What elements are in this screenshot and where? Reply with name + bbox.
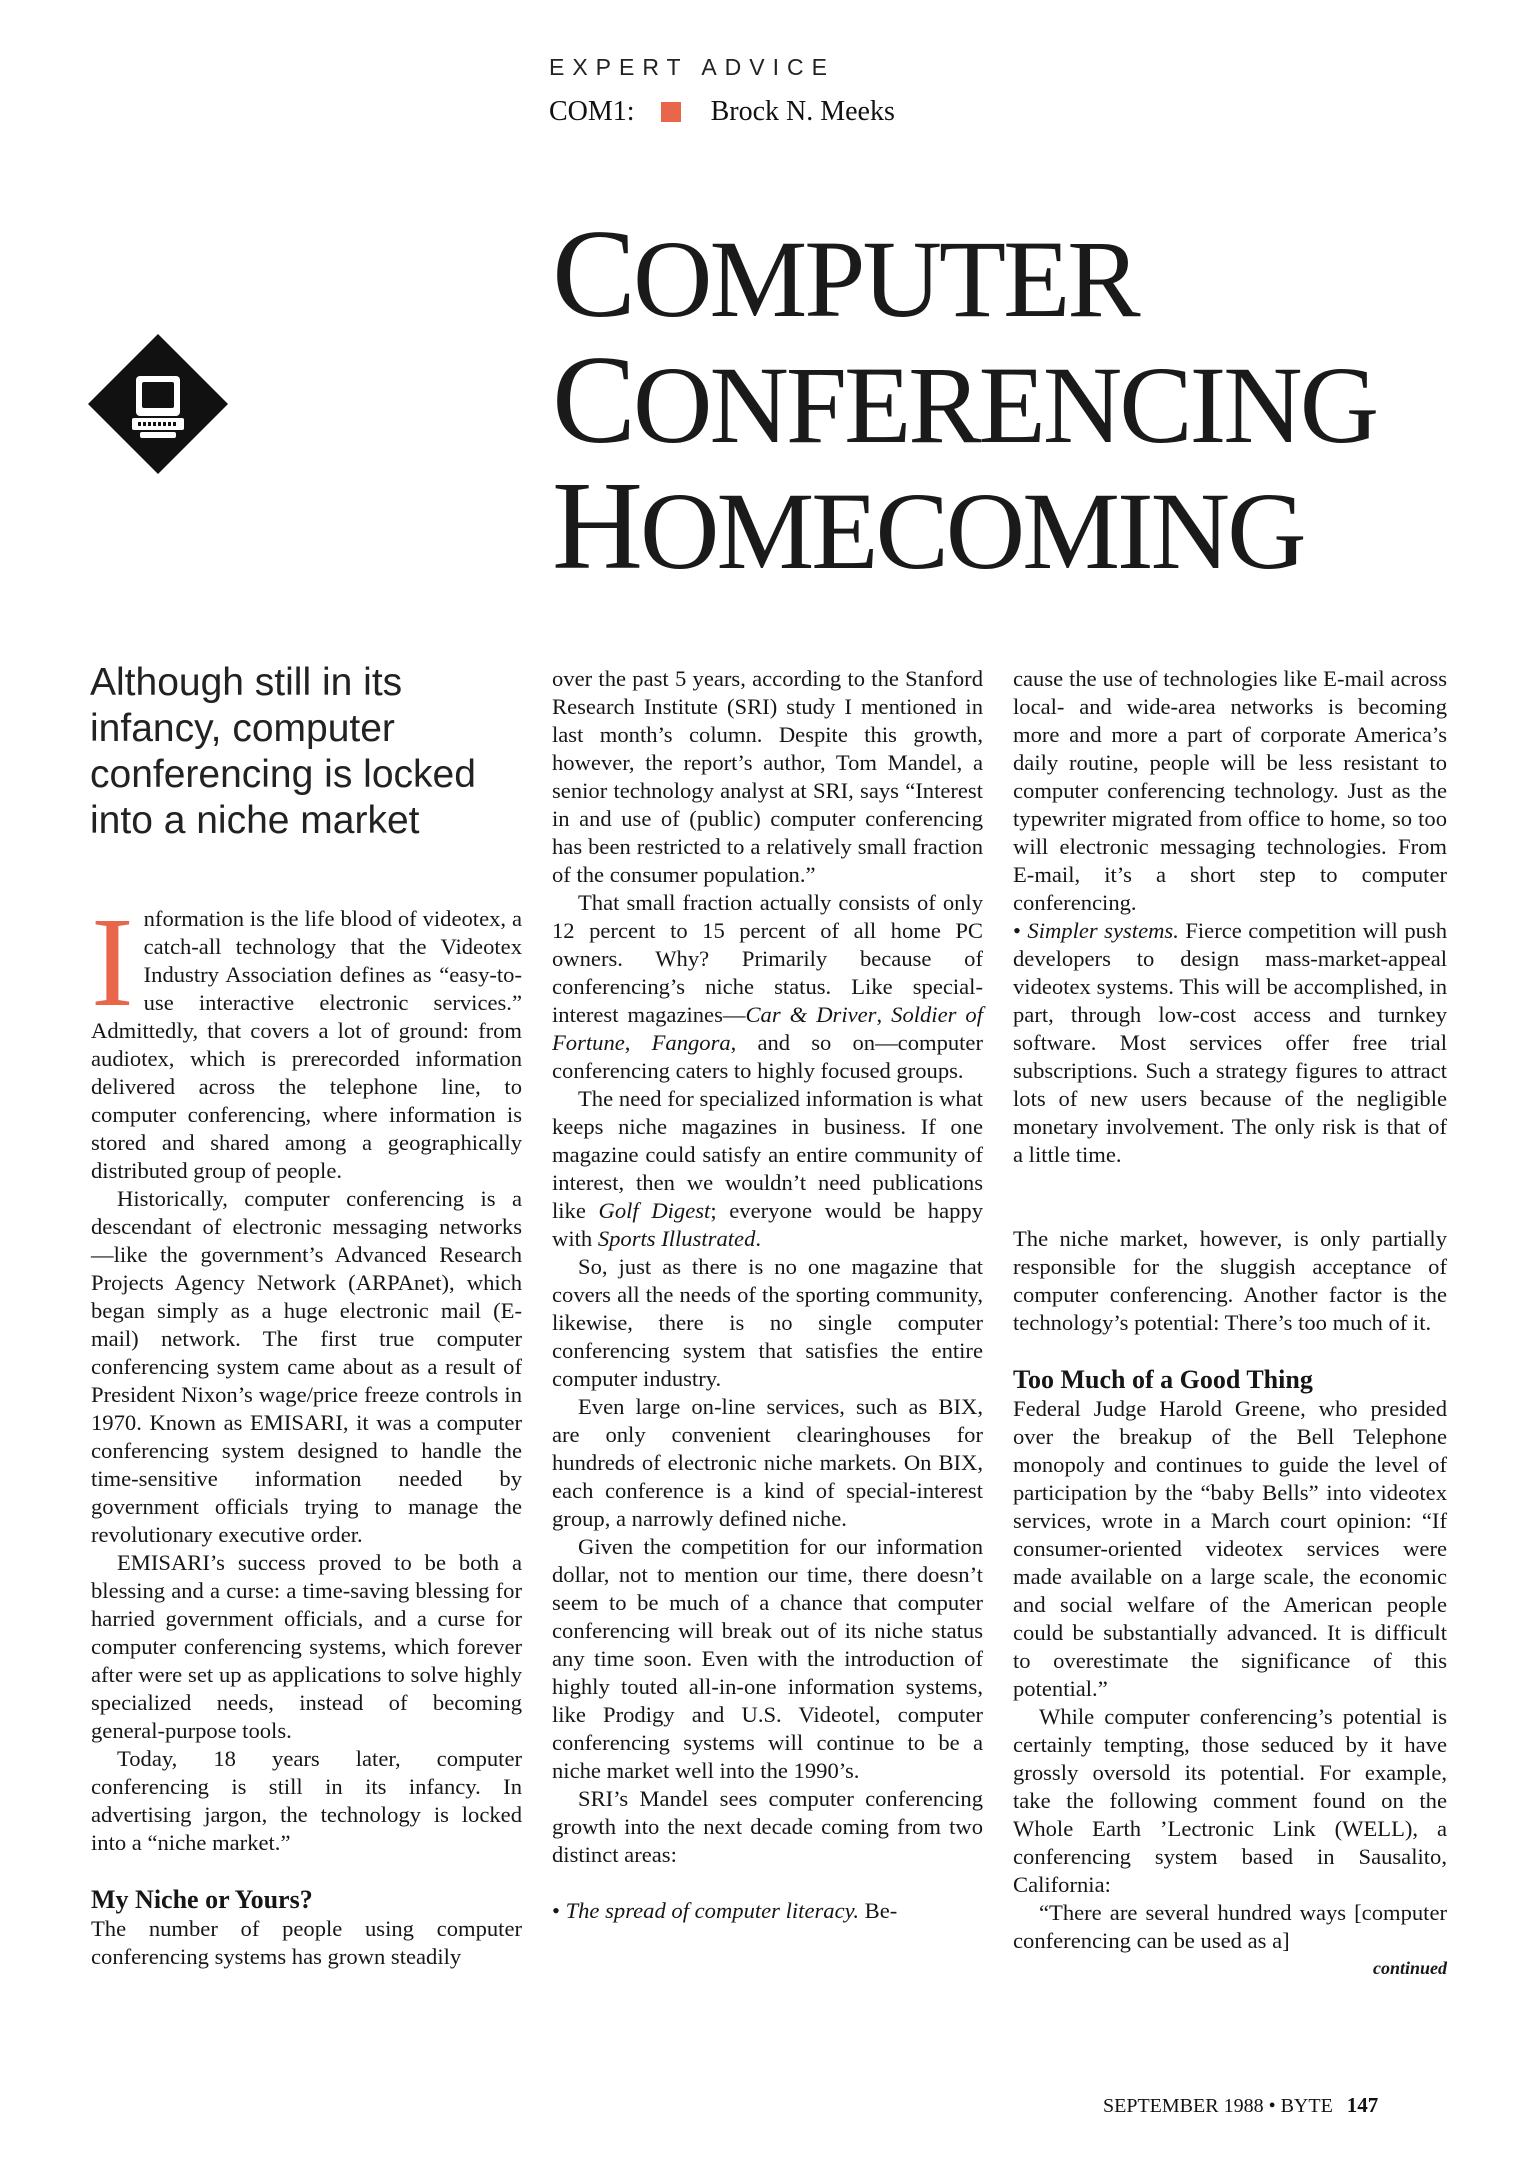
text-run: ; everyone would be happy with — [552, 1198, 984, 1251]
title-line-1 — [552, 205, 1376, 344]
author-name: Brock N. Meeks — [710, 96, 895, 127]
paragraph: Historically, computer conferencing is a descendant of electronic messaging networks—like the government’s Advanced Research Projects Agency Network (ARPAnet), which began simply as a huge electronic mail (E-mail) network. The first true computer conferencing system came about as a result of President Nixon’s wage/price freeze controls in 1970. Known as EMISARI, it was a computer conferencing system designed to handle the time-sensitive information needed by government officials trying to manage the revolutionary executive order. — [91, 1186, 522, 1547]
magazine-title: Fangora — [651, 1030, 731, 1055]
title-line-3 — [552, 457, 1376, 596]
paragraph: Today, 18 years later, computer conferencing is still in its infancy. In advertising jargon, the technology is locked into a “niche market.” — [91, 1746, 522, 1855]
paragraph: The niche market, however, is only partially responsible for the sluggish acceptance of computer conferencing. Another factor is the technology’s potential: There’s too much of it. — [1013, 1226, 1447, 1335]
paragraph: The number of people using computer conferencing systems has grown steadily — [91, 1916, 522, 1969]
quote-paragraph: “There are several hundred ways [computer conferencing can be used as a] — [1013, 1900, 1447, 1953]
paragraph — [552, 889, 983, 1085]
paragraph-text: nformation is the life blood of videotex, a catch-all technology that the Videotex Industry Association defines as “easy-to-use interactive electronic services.” Admittedly, that covers a lot of ground: from audiotex, which is prerecorded information delivered across the telephone line, to computer conferencing, where information is stored and shared among a geographically distributed group of people. — [91, 906, 522, 1183]
text-run: , — [624, 1030, 652, 1055]
issue-label: SEPTEMBER 1988 • BYTE — [1103, 2095, 1333, 2117]
paragraph: So, just as there is no one magazine that covers all the needs of the sporting community, likewise, there is no single computer conferencing system that satisfies the entire computer industry. — [552, 1254, 983, 1391]
text-run: , — [876, 1002, 892, 1027]
article-column-3 — [1013, 665, 1447, 1981]
drop-cap: I — [91, 891, 134, 1033]
paragraph: EMISARI’s success proved to be both a blessing and a curse: a time-saving blessing for harried government officials, and a curse for computer conferencing systems, which forever after were set up as applications to solve highly specialized needs, instead of becoming general-purpose tools. — [91, 1550, 522, 1743]
magazine-title: Golf Digest — [598, 1198, 711, 1223]
text-run: , and so on—computer conferencing caters to highly focused groups. — [552, 1030, 983, 1083]
paragraph — [91, 891, 522, 1185]
magazine-title: Car & Driver — [745, 1002, 877, 1027]
subhead-too-much: Too Much of a Good Thing — [1013, 1365, 1313, 1394]
article-title — [552, 205, 1377, 596]
page-number: 147 — [1346, 2093, 1379, 2117]
subhead-my-niche: My Niche or Yours? — [91, 1885, 313, 1914]
bullet-text: Fierce competition will push developers to design mass-market-appeal videotex systems. This will be accomplished, in part, through low-cost access and turnkey software. Most services offer free trial subscriptions. Such a strategy figures to attract lots of new users because of the negligible monetary involvement. The only risk is that of a little time. — [1013, 918, 1447, 1167]
title-line-2 — [552, 331, 1377, 470]
text-run: The need for specialized information is what keeps niche magazines in business. If one magazine could satisfy an entire community of interest, then we wouldn’t need publications like — [552, 1086, 983, 1223]
column-name: COM1: — [549, 96, 635, 127]
title-line-2-text: CONFERENCING — [552, 331, 1377, 470]
article-column-2 — [552, 665, 983, 1925]
article-column-1 — [91, 891, 522, 1971]
title-line-1-text: COMPUTER — [552, 205, 1138, 344]
bullet-dot-icon: • — [552, 1898, 566, 1923]
bullet-text: Be- — [859, 1898, 898, 1923]
paragraph: cause the use of technologies like E-mail across local- and wide-area networks is becoming more and more a part of corporate America’s daily routine, people will be less resistant to computer conferencing technology. Just as the typewriter migrated from office to home, so too will electronic messaging technologies. From E-mail, it’s a short step to computer conferencing. — [1013, 666, 1447, 915]
paragraph: SRI’s Mandel sees computer conferencing growth into the next decade coming from two distinct areas: — [552, 1786, 983, 1867]
page-footer — [1103, 2093, 1378, 2118]
paragraph: Given the competition for our information dollar, not to mention our time, there doesn’t seem to be much of a chance that computer conferencing will break out of its niche status any time soon. Even with the introduction of highly touted all-in-one information systems, like Prodigy and U.S. Videotel, computer conferencing systems will continue to be a niche market well into the 1990’s. — [552, 1534, 983, 1783]
bullet-item — [552, 1897, 983, 1925]
text-run: That small fraction actually consists of only 12 percent to 15 percent of all home PC owners. Why? Primarily because of conferencing’s niche status. Like special-interest magazines— — [552, 890, 983, 1027]
bullet-item — [1013, 917, 1447, 1169]
section-kicker: EXPERT ADVICE — [549, 54, 835, 80]
paragraph: While computer conferencing’s potential is certainly tempting, those seduced by it have grossly oversold its potential. For example, take the following comment found on the Whole Earth ’Lectronic Link (WELL), a conferencing system based in Sausalito, California: — [1013, 1704, 1447, 1897]
paragraph: over the past 5 years, according to the Stanford Research Institute (SRI) study I mentioned in last month’s column. Despite this growth, however, the report’s author, Tom Mandel, a senior technology analyst at SRI, says “Interest in and use of (public) computer conferencing has been restricted to a relatively small fraction of the consumer population.” — [552, 666, 983, 887]
paragraph: Even large on-line services, such as BIX, are only convenient clearinghouses for hundreds of electronic niche markets. On BIX, each conference is a kind of special-interest group, a narrowly defined niche. — [552, 1394, 983, 1531]
paragraph — [552, 1085, 983, 1253]
paragraph: Federal Judge Harold Greene, who presided over the breakup of the Bell Telephone monopoly and continues to guide the level of participation by the “baby Bells” into videotex services, wrote in a March court opinion: “If consumer-oriented videotex services were made available on a large scale, the economic and social welfare of the American people could be substantially advanced. It is difficult to overestimate the significance of this potential.” — [1013, 1396, 1447, 1701]
article-deck: Although still in its infancy, computer conferencing is locked into a niche market — [90, 661, 476, 842]
orange-square-icon — [661, 102, 681, 122]
magazine-title: Soldier of Fortune — [552, 1002, 983, 1055]
bullet-dot-icon: • — [1013, 918, 1028, 943]
title-line-3-text: HOMECOMING — [552, 457, 1304, 596]
text-run: . — [755, 1226, 762, 1251]
bullet-label: Simpler systems. — [1027, 918, 1179, 943]
magazine-title: Sports Illustrated — [597, 1226, 756, 1251]
computer-terminal-diamond-icon — [86, 332, 230, 476]
continued-label: continued — [1372, 1958, 1447, 1978]
byline — [549, 96, 895, 128]
bullet-label: The spread of computer literacy. — [565, 1898, 860, 1923]
